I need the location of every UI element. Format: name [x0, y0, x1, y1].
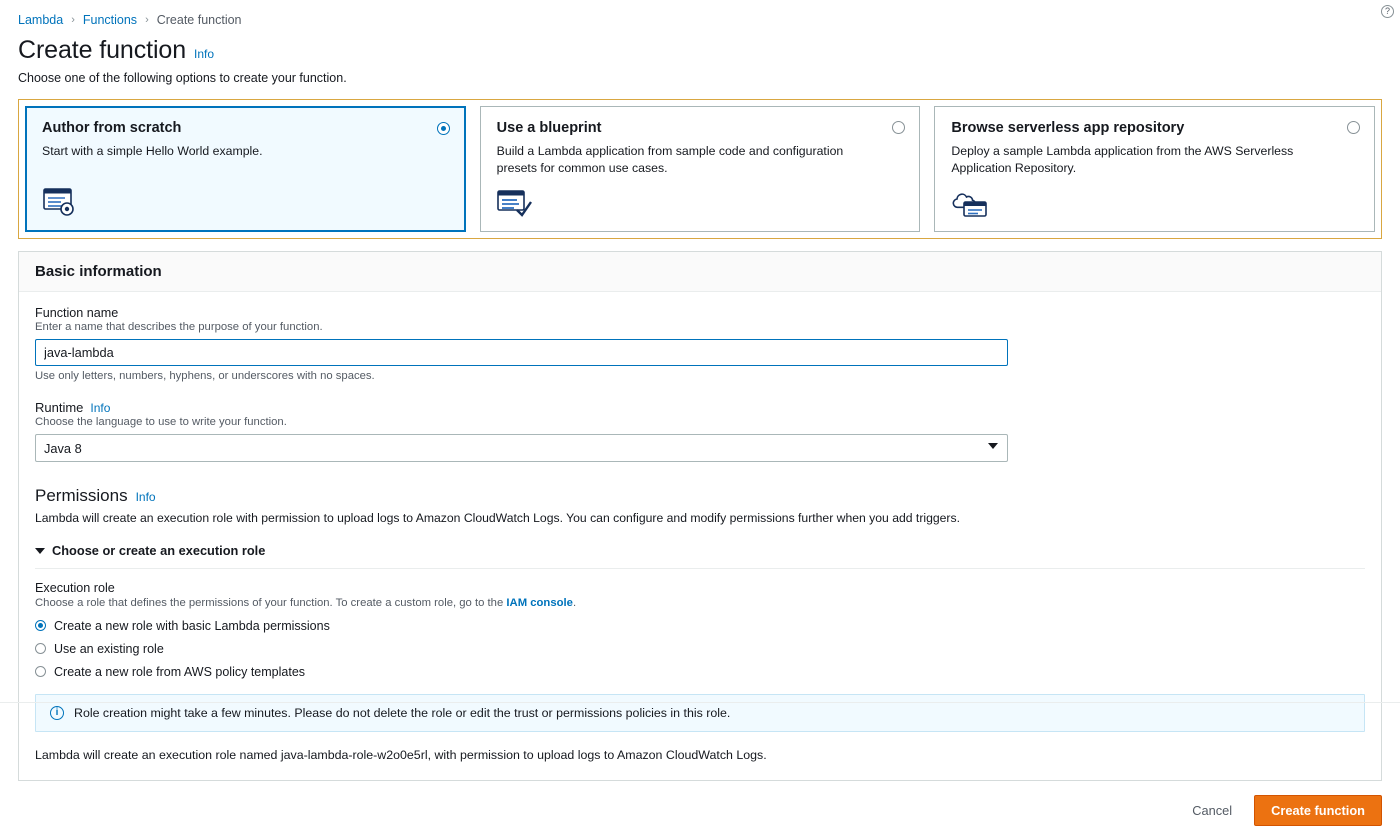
execution-role-label: Execution role — [35, 581, 115, 595]
execution-role-option-label: Use an existing role — [54, 641, 164, 656]
function-name-help: Use only letters, numbers, hyphens, or underscores with no spaces. — [35, 370, 375, 382]
permissions-description: Lambda will create an execution role with permission to upload logs to Amazon CloudWatch Logs. You can configure and modify permissions further when you add triggers. — [35, 511, 960, 525]
breadcrumb-item-functions[interactable]: Functions — [82, 13, 138, 27]
option-card-browse-serverless-app-repository[interactable] — [934, 106, 1375, 232]
option-title: Use a blueprint — [496, 120, 602, 136]
execution-role-hint-text: Choose a role that defines the permissions of your function. To create a custom role, go to the — [35, 597, 507, 609]
info-icon: i — [50, 706, 64, 720]
option-radio-browse-serverless-app-repository[interactable] — [1347, 121, 1360, 134]
blueprint-checklist-icon — [497, 188, 533, 221]
page-info-link[interactable]: Info — [194, 47, 215, 61]
function-name-field — [35, 306, 1365, 382]
option-title: Author from scratch — [42, 120, 182, 136]
option-card-use-a-blueprint[interactable] — [480, 106, 921, 232]
caret-down-icon — [35, 548, 45, 554]
radio-icon[interactable] — [35, 643, 46, 654]
cancel-button[interactable]: Cancel — [1188, 797, 1236, 824]
option-radio-use-a-blueprint[interactable] — [892, 121, 905, 134]
execution-role-hint — [35, 597, 1365, 609]
function-name-label: Function name — [35, 306, 119, 320]
runtime-select[interactable] — [35, 434, 1008, 462]
execution-role-summary: Lambda will create an execution role named java-lambda-role-w2o0e5rl, with permission to upload logs to Amazon CloudWatch Logs. — [35, 748, 767, 762]
bottom-divider — [0, 702, 1400, 703]
breadcrumb-separator-icon: › — [145, 14, 149, 26]
runtime-field — [35, 400, 1365, 462]
runtime-info-link[interactable]: Info — [90, 401, 111, 415]
runtime-label: Runtime — [35, 400, 84, 415]
cloud-repository-icon — [951, 188, 991, 221]
page-subtitle: Choose one of the following options to create your function. — [18, 71, 347, 85]
option-radio-author-from-scratch[interactable] — [437, 122, 450, 135]
execution-role-option-label: Create a new role with basic Lambda permissions — [54, 618, 330, 633]
function-name-input[interactable] — [35, 339, 1008, 366]
permissions-info-link[interactable]: Info — [135, 490, 156, 504]
execution-role-option-label: Create a new role from AWS policy templates — [54, 664, 306, 679]
execution-role-radio-group — [35, 617, 1365, 680]
option-card-author-from-scratch[interactable] — [25, 106, 466, 232]
execution-role-expander[interactable] — [35, 543, 1365, 558]
iam-console-link[interactable]: IAM console — [506, 597, 573, 609]
basic-information-body — [19, 292, 1381, 780]
permissions-title: Permissions — [35, 486, 128, 505]
radio-icon[interactable] — [35, 666, 46, 677]
execution-role-expander-label: Choose or create an execution role — [52, 543, 266, 558]
help-icon[interactable]: ? — [1381, 5, 1394, 18]
runtime-hint: Choose the language to use to write your function. — [35, 416, 287, 428]
section-divider — [35, 568, 1365, 569]
execution-role-option-new-basic[interactable] — [35, 617, 1365, 634]
radio-icon[interactable] — [35, 620, 46, 631]
create-function-button[interactable]: Create function — [1254, 795, 1382, 826]
code-window-gear-icon — [43, 187, 79, 220]
creation-option-cards — [18, 99, 1382, 239]
page-title-row — [0, 30, 1400, 65]
option-description: Build a Lambda application from sample code and configuration presets for common use cases. — [496, 144, 844, 175]
breadcrumb-item-create-function: Create function — [156, 13, 242, 27]
form-actions — [18, 795, 1382, 836]
permissions-header — [35, 486, 1365, 506]
role-creation-alert — [35, 694, 1365, 732]
basic-information-title: Basic information — [35, 263, 162, 280]
execution-role-hint-suffix: . — [572, 597, 577, 609]
function-name-hint: Enter a name that describes the purpose of your function. — [35, 321, 323, 333]
breadcrumb — [0, 0, 1400, 30]
option-description: Deploy a sample Lambda application from the AWS Serverless Application Repository. — [951, 144, 1294, 175]
execution-role-option-existing[interactable] — [35, 640, 1365, 657]
basic-information-header — [19, 252, 1381, 292]
option-title: Browse serverless app repository — [951, 120, 1185, 136]
execution-role-option-policy-templates[interactable] — [35, 663, 1365, 680]
breadcrumb-separator-icon: › — [71, 14, 75, 26]
page-title: Create function — [18, 36, 187, 64]
role-creation-alert-text: Role creation might take a few minutes. Please do not delete the role or edit the trust or permissions policies in this role. — [74, 706, 731, 720]
option-description: Start with a simple Hello World example. — [42, 144, 263, 158]
breadcrumb-item-lambda[interactable]: Lambda — [18, 13, 64, 27]
